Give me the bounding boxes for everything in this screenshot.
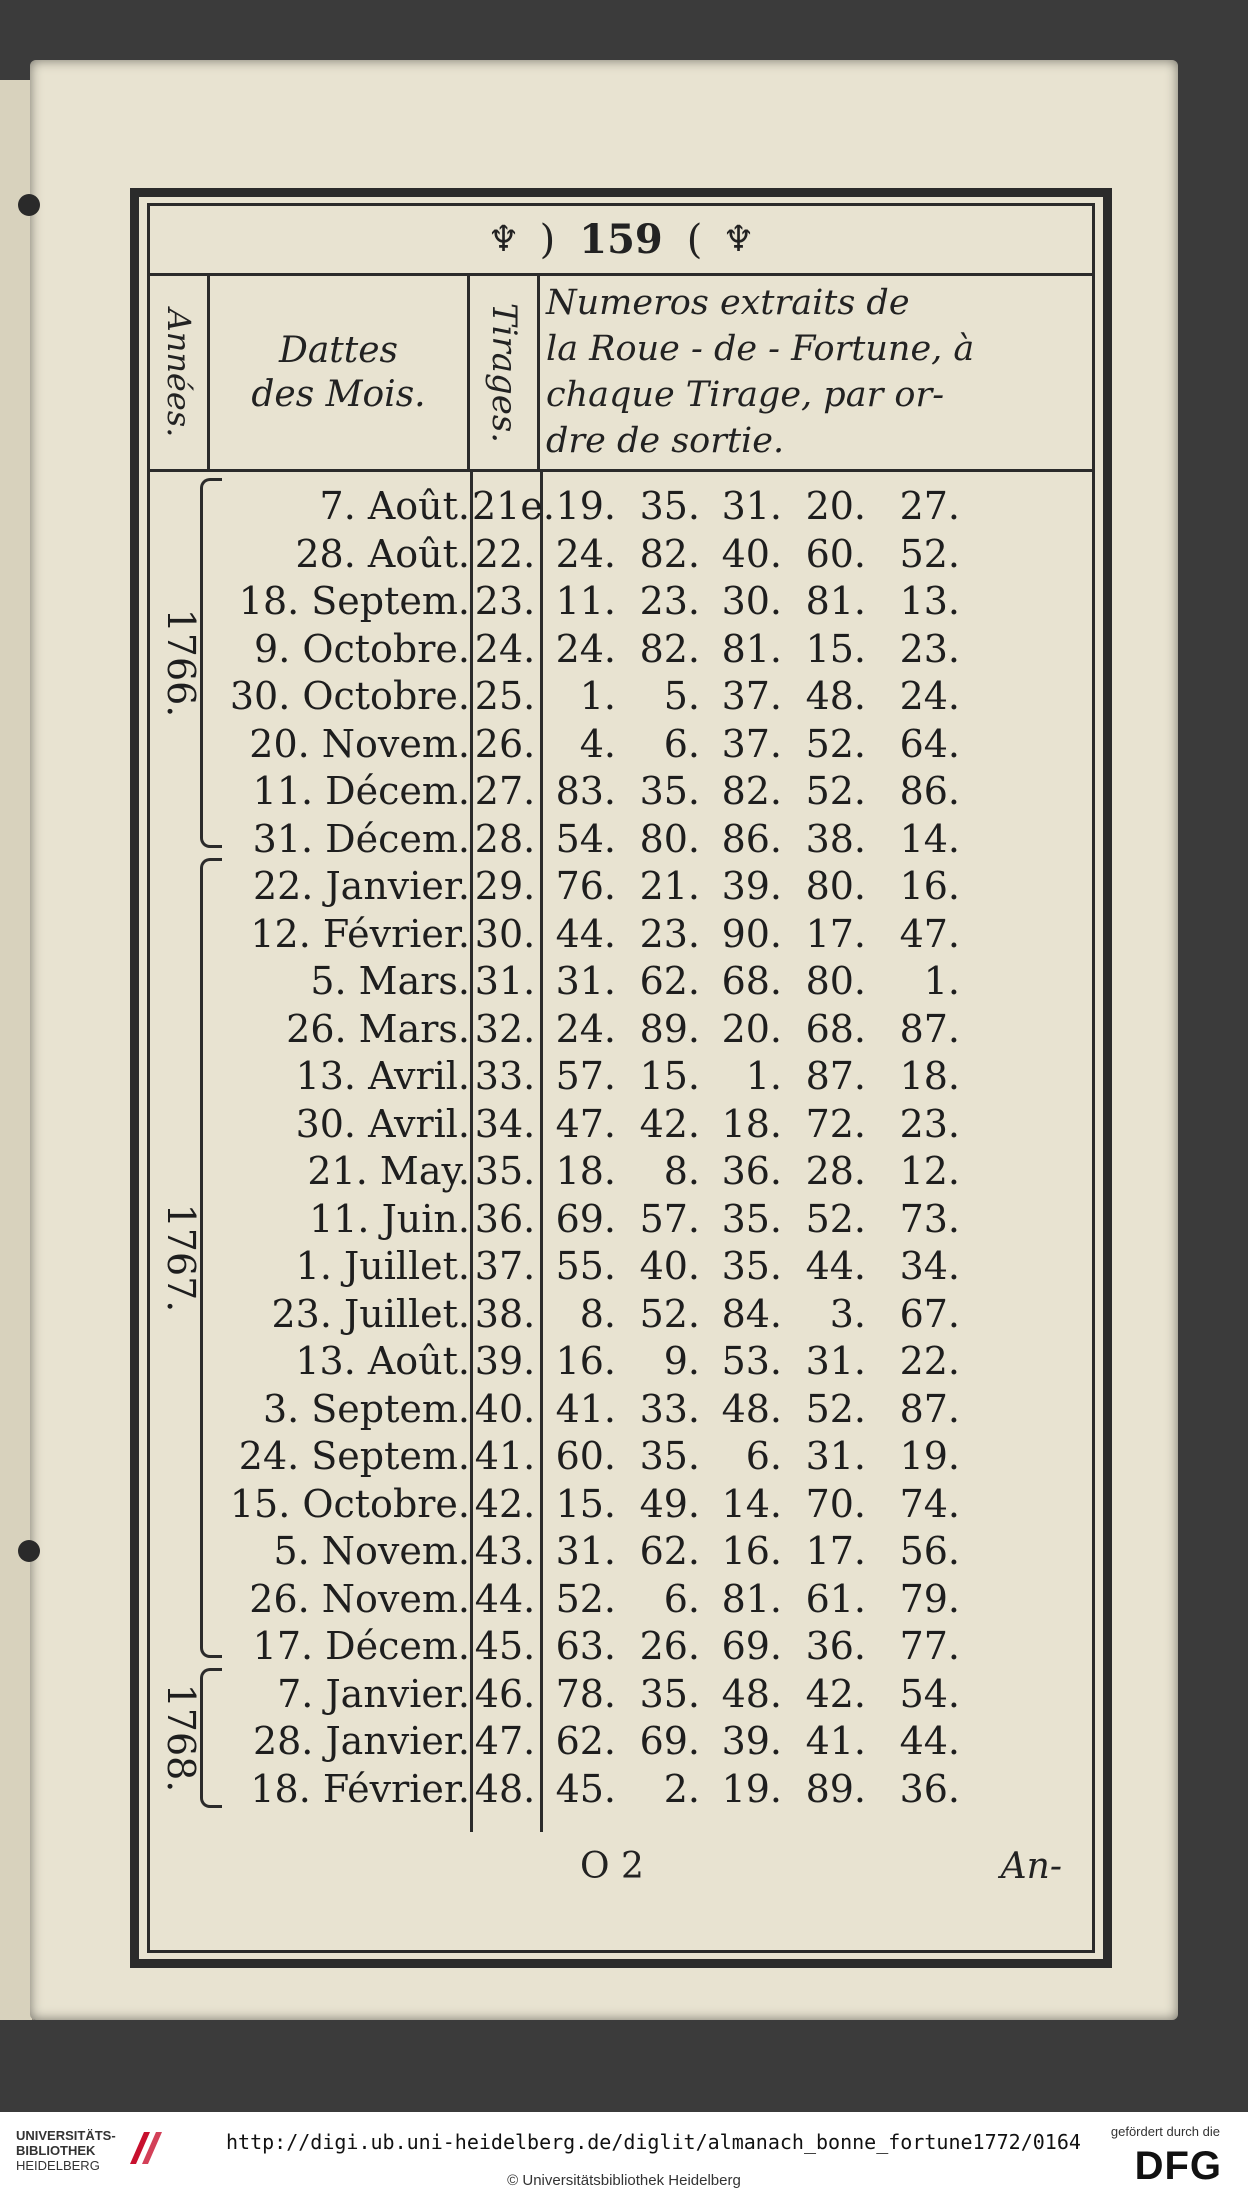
- row-number: 81.: [805, 579, 866, 623]
- row-number: 23.: [639, 579, 700, 623]
- row-number: 72.: [805, 1101, 866, 1146]
- row-number: 62.: [639, 959, 700, 1003]
- row-number: 13.: [899, 579, 960, 623]
- table-row: [150, 1715, 1092, 1763]
- table-frame: [130, 188, 1112, 1968]
- row-number: 14.: [899, 816, 960, 861]
- row-number: 15.: [555, 1481, 616, 1526]
- dfg-logo[interactable]: DFG: [1134, 2144, 1222, 2188]
- row-number: 89.: [639, 1006, 700, 1051]
- table-row: [150, 1430, 1092, 1478]
- row-number: 6.: [663, 721, 700, 766]
- page-footer: [150, 1846, 1092, 1896]
- row-number: 3.: [829, 1291, 866, 1336]
- row-number: 12.: [899, 1149, 960, 1193]
- column-header-year: Années.: [150, 276, 210, 469]
- row-tirage: 38.: [474, 1291, 536, 1336]
- table-row: [150, 860, 1092, 908]
- row-number: 57.: [639, 1196, 700, 1241]
- row-date: 20. Novem.: [249, 721, 470, 766]
- library-logo-text: UNIVERSITÄTS- BIBLIOTHEK HEIDELBERG: [16, 2128, 116, 2173]
- row-tirage: 32.: [474, 1006, 536, 1051]
- row-number: 11.: [555, 579, 616, 623]
- row-date: 11. Juin.: [309, 1196, 470, 1241]
- row-number: 80.: [805, 864, 866, 908]
- row-tirage: 45.: [474, 1624, 536, 1668]
- row-number: 23.: [899, 1101, 960, 1146]
- row-number: 4.: [579, 721, 616, 766]
- row-number: 31.: [805, 1339, 866, 1383]
- row-date: 21. May.: [307, 1149, 470, 1193]
- row-tirage: 24.: [474, 626, 536, 671]
- row-number: 62.: [555, 1719, 616, 1763]
- row-number: 35.: [639, 1671, 700, 1716]
- row-number: 1.: [579, 674, 616, 718]
- row-number: 38.: [805, 816, 866, 861]
- row-number: 37.: [721, 674, 782, 718]
- header-paren: ): [539, 216, 556, 263]
- row-date: 30. Avril.: [295, 1101, 470, 1146]
- header-paren: (: [686, 216, 703, 263]
- row-number: 16.: [555, 1339, 616, 1383]
- row-number: 87.: [899, 1006, 960, 1051]
- row-number: 9.: [663, 1339, 700, 1383]
- year-label: 1768.: [159, 1683, 203, 1793]
- table-header: [150, 276, 1092, 472]
- row-number: 54.: [899, 1671, 960, 1716]
- signature-mark: O 2: [580, 1846, 644, 1887]
- row-number: 83.: [555, 769, 616, 813]
- row-tirage: 25.: [474, 674, 536, 718]
- year-label: 1766.: [159, 608, 203, 718]
- row-number: 36.: [721, 1149, 782, 1193]
- row-date: 7. Janvier.: [277, 1671, 470, 1716]
- row-tirage: 41.: [474, 1434, 536, 1478]
- row-number: 68.: [805, 1006, 866, 1051]
- row-number: 36.: [805, 1624, 866, 1668]
- row-tirage: 36.: [474, 1196, 536, 1241]
- row-number: 74.: [899, 1481, 960, 1526]
- row-number: 17.: [805, 1529, 866, 1573]
- row-number: 69.: [555, 1196, 616, 1241]
- row-number: 81.: [721, 1576, 782, 1621]
- row-date: 23. Juillet.: [271, 1291, 470, 1336]
- row-tirage: 43.: [474, 1529, 536, 1573]
- row-date: 15. Octobre.: [229, 1481, 470, 1526]
- row-number: 14.: [721, 1481, 782, 1526]
- row-tirage: 29.: [474, 864, 536, 908]
- funded-by-text: gefördert durch die: [1110, 2124, 1220, 2139]
- row-number: 47.: [899, 911, 960, 956]
- row-tirage: 39.: [474, 1339, 536, 1383]
- row-date: 13. Août.: [295, 1339, 470, 1383]
- table-row: [150, 813, 1092, 861]
- page-number: 159: [579, 216, 663, 263]
- row-number: 39.: [721, 1719, 782, 1763]
- row-number: 1.: [745, 1054, 782, 1098]
- table-row: [150, 1145, 1092, 1193]
- row-number: 52.: [805, 721, 866, 766]
- row-number: 42.: [639, 1101, 700, 1146]
- row-number: 35.: [721, 1244, 782, 1288]
- table-row: [150, 1668, 1092, 1716]
- row-number: 69.: [639, 1719, 700, 1763]
- row-date: 26. Novem.: [249, 1576, 470, 1621]
- ornament-icon: ♆: [487, 219, 520, 260]
- table-row: [150, 670, 1092, 718]
- row-tirage: 27.: [474, 769, 536, 813]
- row-date: 1. Juillet.: [295, 1244, 470, 1288]
- catchword: An-: [1000, 1846, 1062, 1887]
- table-body: [150, 472, 1092, 1832]
- row-number: 35.: [639, 1434, 700, 1478]
- row-number: 15.: [805, 626, 866, 671]
- row-number: 1.: [923, 959, 960, 1003]
- row-date: 22. Janvier.: [252, 864, 470, 908]
- row-number: 55.: [555, 1244, 616, 1288]
- row-number: 31.: [555, 1529, 616, 1573]
- table-row: [150, 1193, 1092, 1241]
- row-number: 15.: [639, 1054, 700, 1098]
- row-number: 48.: [805, 674, 866, 718]
- row-number: 60.: [805, 531, 866, 576]
- row-tirage: 26.: [474, 721, 536, 766]
- table-row: [150, 623, 1092, 671]
- row-date: 7. Août.: [319, 484, 470, 528]
- row-tirage: 31.: [474, 959, 536, 1003]
- row-tirage: 34.: [474, 1101, 536, 1146]
- row-number: 31.: [721, 484, 782, 528]
- row-tirage: 37.: [474, 1244, 536, 1288]
- row-number: 52.: [805, 1386, 866, 1431]
- row-number: 19.: [555, 484, 616, 528]
- row-number: 6.: [663, 1576, 700, 1621]
- row-date: 12. Février.: [250, 911, 470, 956]
- table-row: [150, 1525, 1092, 1573]
- row-date: 30. Octobre.: [229, 674, 470, 718]
- row-number: 19.: [899, 1434, 960, 1478]
- row-number: 22.: [899, 1339, 960, 1383]
- row-number: 18.: [899, 1054, 960, 1098]
- row-number: 52.: [639, 1291, 700, 1336]
- row-number: 52.: [899, 531, 960, 576]
- row-number: 20.: [805, 484, 866, 528]
- row-date: 31. Décem.: [252, 816, 470, 861]
- table-row: [150, 1240, 1092, 1288]
- row-number: 64.: [899, 721, 960, 766]
- table-row: [150, 528, 1092, 576]
- row-date: 5. Mars.: [310, 959, 470, 1003]
- row-number: 60.: [555, 1434, 616, 1478]
- row-date: 17. Décem.: [252, 1624, 470, 1668]
- row-number: 20.: [721, 1006, 782, 1051]
- row-number: 76.: [555, 864, 616, 908]
- row-number: 24.: [899, 674, 960, 718]
- row-date: 13. Avril.: [295, 1054, 470, 1098]
- row-date: 18. Février.: [250, 1766, 470, 1811]
- row-number: 77.: [899, 1624, 960, 1668]
- row-number: 89.: [805, 1766, 866, 1811]
- row-number: 82.: [639, 626, 700, 671]
- row-number: 24.: [555, 531, 616, 576]
- row-number: 44.: [555, 911, 616, 956]
- row-number: 67.: [899, 1291, 960, 1336]
- row-date: 11. Décem.: [252, 769, 470, 813]
- row-number: 87.: [805, 1054, 866, 1098]
- row-number: 19.: [721, 1766, 782, 1811]
- row-date: 24. Septem.: [238, 1434, 470, 1478]
- row-number: 27.: [899, 484, 960, 528]
- row-number: 30.: [721, 579, 782, 623]
- table-inner-frame: [147, 203, 1095, 1953]
- row-number: 34.: [899, 1244, 960, 1288]
- table-row: [150, 575, 1092, 623]
- facing-page-edge: [0, 80, 34, 2020]
- row-number: 52.: [555, 1576, 616, 1621]
- row-number: 80.: [639, 816, 700, 861]
- row-number: 31.: [805, 1434, 866, 1478]
- column-header-tirages: Tirages.: [470, 276, 540, 469]
- viewer-footer-bar: [0, 2112, 1248, 2204]
- row-number: 28.: [805, 1149, 866, 1193]
- row-number: 41.: [555, 1386, 616, 1431]
- row-tirage: 40.: [474, 1386, 536, 1431]
- row-date: 9. Octobre.: [254, 626, 470, 671]
- row-number: 35.: [639, 484, 700, 528]
- row-number: 49.: [639, 1481, 700, 1526]
- row-number: 82.: [639, 531, 700, 576]
- row-number: 21.: [639, 864, 700, 908]
- row-tirage: 42.: [474, 1481, 536, 1526]
- row-number: 79.: [899, 1576, 960, 1621]
- row-number: 48.: [721, 1386, 782, 1431]
- table-row: [150, 765, 1092, 813]
- row-number: 52.: [805, 769, 866, 813]
- table-row: [150, 480, 1092, 528]
- row-date: 26. Mars.: [286, 1006, 470, 1051]
- row-number: 16.: [899, 864, 960, 908]
- row-number: 70.: [805, 1481, 866, 1526]
- table-row: [150, 1763, 1092, 1811]
- page-header: [150, 206, 1092, 276]
- table-row: [150, 1620, 1092, 1668]
- row-number: 80.: [805, 959, 866, 1003]
- row-date: 3. Septem.: [262, 1386, 470, 1431]
- row-number: 40.: [721, 531, 782, 576]
- row-date: 28. Août.: [295, 531, 470, 576]
- row-number: 56.: [899, 1529, 960, 1573]
- row-number: 44.: [899, 1719, 960, 1763]
- row-number: 16.: [721, 1529, 782, 1573]
- row-date: 5. Novem.: [273, 1529, 470, 1573]
- row-tirage: 28.: [474, 816, 536, 861]
- row-number: 45.: [555, 1766, 616, 1811]
- row-number: 8.: [663, 1149, 700, 1193]
- row-number: 31.: [555, 959, 616, 1003]
- row-number: 82.: [721, 769, 782, 813]
- row-number: 54.: [555, 816, 616, 861]
- row-tirage: 46.: [474, 1671, 536, 1716]
- year-label: 1767.: [159, 1203, 203, 1313]
- row-number: 52.: [805, 1196, 866, 1241]
- row-number: 37.: [721, 721, 782, 766]
- row-number: 47.: [555, 1101, 616, 1146]
- row-number: 18.: [721, 1101, 782, 1146]
- row-number: 5.: [663, 674, 700, 718]
- row-number: 24.: [555, 1006, 616, 1051]
- row-number: 86.: [721, 816, 782, 861]
- row-number: 8.: [579, 1291, 616, 1336]
- row-number: 63.: [555, 1624, 616, 1668]
- binding-hole: [18, 194, 40, 216]
- row-date: 18. Septem.: [238, 579, 470, 623]
- column-header-date: Dattes des Mois.: [210, 276, 470, 469]
- book-page: [30, 60, 1178, 2020]
- binding-hole: [18, 1540, 40, 1562]
- table-row: [150, 1050, 1092, 1098]
- row-number: 78.: [555, 1671, 616, 1716]
- row-tirage: 33.: [474, 1054, 536, 1098]
- row-date: 28. Janvier.: [252, 1719, 470, 1763]
- row-number: 86.: [899, 769, 960, 813]
- ornament-icon: ♆: [722, 219, 755, 260]
- table-row: [150, 908, 1092, 956]
- row-number: 6.: [745, 1434, 782, 1478]
- row-number: 41.: [805, 1719, 866, 1763]
- table-row: [150, 718, 1092, 766]
- row-number: 26.: [639, 1624, 700, 1668]
- row-number: 90.: [721, 911, 782, 956]
- row-number: 73.: [899, 1196, 960, 1241]
- table-row: [150, 1098, 1092, 1146]
- row-number: 2.: [663, 1766, 700, 1811]
- table-row: [150, 1478, 1092, 1526]
- row-tirage: 35.: [474, 1149, 536, 1193]
- row-tirage: 22.: [474, 531, 536, 576]
- row-number: 44.: [805, 1244, 866, 1288]
- copyright-text: © Universitätsbibliothek Heidelberg: [507, 2172, 741, 2189]
- row-number: 18.: [555, 1149, 616, 1193]
- row-number: 81.: [721, 626, 782, 671]
- row-number: 57.: [555, 1054, 616, 1098]
- row-number: 48.: [721, 1671, 782, 1716]
- row-number: 40.: [639, 1244, 700, 1288]
- table-row: [150, 1383, 1092, 1431]
- row-number: 35.: [639, 769, 700, 813]
- table-row: [150, 1288, 1092, 1336]
- row-tirage: 23.: [474, 579, 536, 623]
- page-url-link[interactable]: http://digi.ub.uni-heidelberg.de/diglit/almanach_bonne_fortune1772/0164: [226, 2130, 1081, 2154]
- row-tirage: 47.: [474, 1719, 536, 1763]
- row-number: 69.: [721, 1624, 782, 1668]
- row-number: 36.: [899, 1766, 960, 1811]
- table-row: [150, 1335, 1092, 1383]
- row-number: 61.: [805, 1576, 866, 1621]
- row-number: 35.: [721, 1196, 782, 1241]
- row-tirage: 21e.: [472, 484, 555, 528]
- table-row: [150, 955, 1092, 1003]
- row-number: 23.: [899, 626, 960, 671]
- row-number: 23.: [639, 911, 700, 956]
- row-number: 62.: [639, 1529, 700, 1573]
- row-number: 84.: [721, 1291, 782, 1336]
- library-logo-icon: [124, 2126, 168, 2170]
- row-tirage: 44.: [474, 1576, 536, 1621]
- row-number: 87.: [899, 1386, 960, 1431]
- table-row: [150, 1003, 1092, 1051]
- row-tirage: 48.: [474, 1766, 536, 1811]
- row-number: 24.: [555, 626, 616, 671]
- row-number: 42.: [805, 1671, 866, 1716]
- row-number: 17.: [805, 911, 866, 956]
- row-number: 39.: [721, 864, 782, 908]
- table-row: [150, 1573, 1092, 1621]
- column-header-numbers: Numeros extraits de la Roue - de - Fortune, à chaque Tirage, par or- dre de sortie.: [546, 283, 975, 461]
- row-tirage: 30.: [474, 911, 536, 956]
- row-number: 53.: [721, 1339, 782, 1383]
- row-number: 68.: [721, 959, 782, 1003]
- row-number: 33.: [639, 1386, 700, 1431]
